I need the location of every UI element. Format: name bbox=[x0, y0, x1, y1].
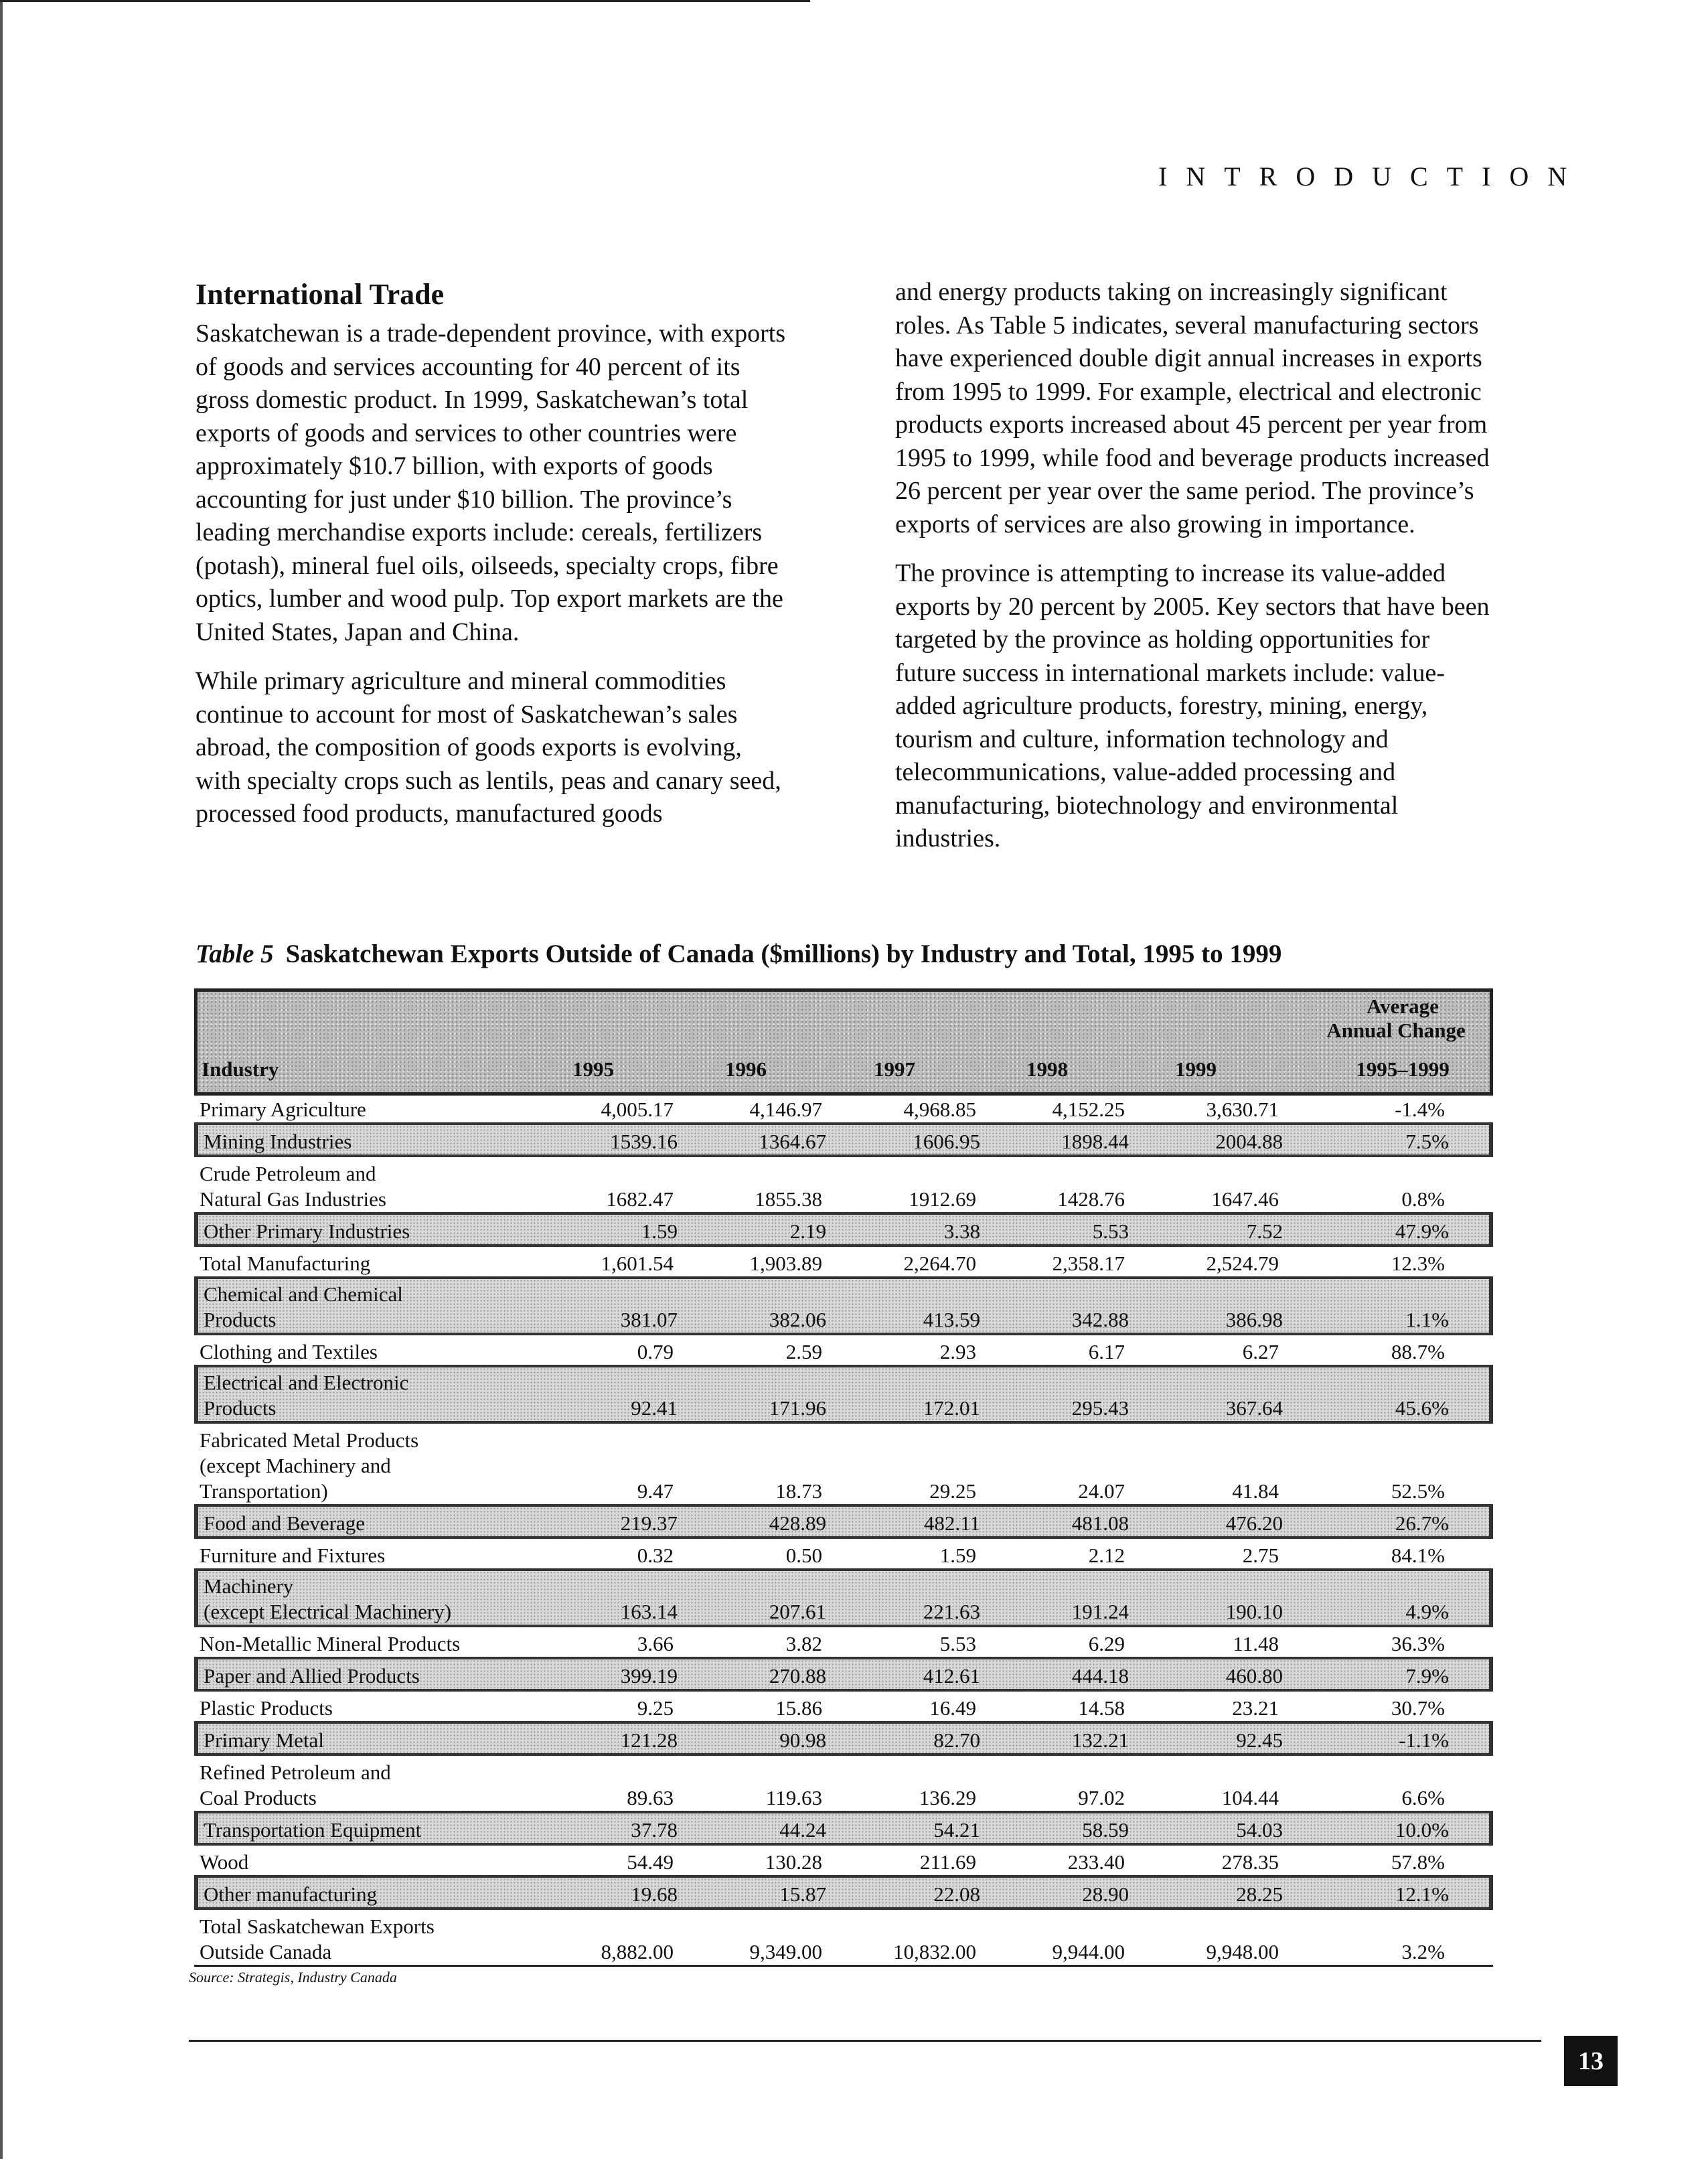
row-value: 9,349.00 bbox=[749, 1940, 822, 1963]
row-value: 270.88 bbox=[769, 1664, 826, 1688]
row-change: 12.1% bbox=[1395, 1882, 1449, 1906]
row-change: 4.9% bbox=[1405, 1600, 1449, 1623]
header-1998: 1998 bbox=[1026, 1057, 1068, 1081]
row-value: 1.59 bbox=[641, 1219, 678, 1243]
row-value: 7.52 bbox=[1246, 1219, 1283, 1243]
row-industry: Non-Metallic Mineral Products bbox=[200, 1632, 461, 1655]
row-value: 54.21 bbox=[933, 1818, 980, 1842]
row-value: 2.19 bbox=[789, 1219, 826, 1243]
row-value: 278.35 bbox=[1221, 1850, 1279, 1874]
page-number: 13 bbox=[1564, 2036, 1618, 2086]
row-value: 3,630.71 bbox=[1206, 1098, 1279, 1121]
header-average: Average bbox=[1367, 994, 1439, 1018]
row-value: 367.64 bbox=[1225, 1396, 1283, 1420]
row-change: 7.5% bbox=[1405, 1130, 1449, 1153]
row-industry: Paper and Allied Products bbox=[204, 1664, 420, 1688]
row-value: 1855.38 bbox=[755, 1187, 822, 1211]
row-value: 22.08 bbox=[933, 1882, 980, 1906]
paragraph: Saskatchewan is a trade-dependent province, with exports of goods and services accounting for 40 percent of its gross domestic product. In 1999, Saskatchewan’s total exports of goods and services to other countries were approximately $10.7 billion, with exports of goods accounting for just under $10 billion. The province’s leading merchandise exports include: cereals, fertilizers (potash), mineral fuel oils, oilseeds, specialty crops, fibre optics, lumber and wood pulp. Top export markets are the United States, Japan and China. bbox=[196, 319, 786, 646]
row-industry: Transportation Equipment bbox=[204, 1818, 422, 1842]
row-value: 221.63 bbox=[923, 1600, 980, 1623]
row-value: 9,948.00 bbox=[1206, 1940, 1279, 1963]
paragraph: While primary agriculture and mineral commodities continue to account for most of Saskatchewan’s sales abroad, the composition of goods exports is evolving, with specialty crops such as lentils, peas and canary seed, processed food products, manufactured goods bbox=[196, 667, 781, 828]
table-row bbox=[194, 1539, 1493, 1568]
row-value: 8,882.00 bbox=[601, 1940, 674, 1963]
table-row bbox=[194, 1846, 1493, 1875]
row-change: 84.1% bbox=[1391, 1544, 1445, 1567]
table-header bbox=[194, 988, 1493, 1096]
row-value: 1428.76 bbox=[1057, 1187, 1125, 1211]
row-value: 44.24 bbox=[779, 1818, 826, 1842]
row-value: 381.07 bbox=[620, 1308, 678, 1331]
table-body bbox=[194, 1096, 1493, 1967]
row-value: 1606.95 bbox=[913, 1130, 980, 1153]
table-row bbox=[194, 1756, 1493, 1811]
row-value: 1539.16 bbox=[610, 1130, 678, 1153]
row-value: 2.59 bbox=[785, 1340, 822, 1363]
section-header: INTRODUCTION bbox=[1158, 161, 1586, 192]
row-value: 82.70 bbox=[933, 1728, 980, 1752]
row-value: 89.63 bbox=[627, 1786, 674, 1809]
row-value: 11.48 bbox=[1233, 1632, 1279, 1655]
row-value: 481.08 bbox=[1071, 1511, 1129, 1535]
row-change: 3.2% bbox=[1401, 1940, 1445, 1963]
row-value: 5.53 bbox=[1092, 1219, 1129, 1243]
row-value: 1898.44 bbox=[1061, 1130, 1129, 1153]
row-value: 9,944.00 bbox=[1052, 1940, 1125, 1963]
table-row bbox=[194, 1276, 1493, 1335]
row-value: 1364.67 bbox=[759, 1130, 826, 1153]
source-note: Source: Strategis, Industry Canada bbox=[189, 1969, 397, 1986]
row-value: 29.25 bbox=[929, 1479, 976, 1503]
row-industry: Other Primary Industries bbox=[204, 1219, 410, 1243]
row-value: 3.38 bbox=[943, 1219, 980, 1243]
row-value: 4,005.17 bbox=[601, 1098, 674, 1121]
row-value: 428.89 bbox=[769, 1511, 826, 1535]
row-value: 4,152.25 bbox=[1052, 1098, 1125, 1121]
row-industry: Primary Agriculture bbox=[200, 1098, 366, 1121]
row-value: 28.90 bbox=[1082, 1882, 1129, 1906]
row-value: 54.03 bbox=[1236, 1818, 1283, 1842]
row-change: 26.7% bbox=[1395, 1511, 1449, 1535]
row-change: 12.3% bbox=[1391, 1252, 1445, 1275]
row-value: 2.93 bbox=[939, 1340, 976, 1363]
row-value: 1.59 bbox=[939, 1544, 976, 1567]
row-value: 136.29 bbox=[919, 1786, 976, 1809]
row-value: 15.87 bbox=[779, 1882, 826, 1906]
row-value: 16.49 bbox=[929, 1696, 976, 1720]
row-value: 37.78 bbox=[631, 1818, 678, 1842]
row-value: 476.20 bbox=[1225, 1511, 1283, 1535]
row-value: 1647.46 bbox=[1211, 1187, 1279, 1211]
table-row bbox=[194, 1365, 1493, 1424]
row-industry: Plastic Products bbox=[200, 1696, 333, 1720]
table-row bbox=[194, 1096, 1493, 1122]
left-column bbox=[196, 276, 791, 847]
row-value: 1,903.89 bbox=[749, 1252, 822, 1275]
row-industry: Fabricated Metal Products (except Machinery and Transportation) bbox=[200, 1428, 419, 1503]
table-row bbox=[194, 1692, 1493, 1721]
top-rule bbox=[0, 0, 810, 2]
row-value: 211.69 bbox=[919, 1850, 976, 1874]
table-row bbox=[194, 1627, 1493, 1657]
scan-edge bbox=[0, 0, 3, 2159]
row-value: 4,146.97 bbox=[749, 1098, 822, 1121]
row-value: 28.25 bbox=[1236, 1882, 1283, 1906]
row-value: 233.40 bbox=[1067, 1850, 1125, 1874]
row-value: 5.53 bbox=[939, 1632, 976, 1655]
row-value: 6.17 bbox=[1088, 1340, 1125, 1363]
row-value: 15.86 bbox=[775, 1696, 822, 1720]
row-value: 9.25 bbox=[637, 1696, 674, 1720]
row-change: 47.9% bbox=[1395, 1219, 1449, 1243]
row-value: 412.61 bbox=[923, 1664, 980, 1688]
row-value: 97.02 bbox=[1078, 1786, 1125, 1809]
table-caption bbox=[196, 939, 1282, 969]
row-value: 4,968.85 bbox=[903, 1098, 976, 1121]
row-value: 6.27 bbox=[1242, 1340, 1279, 1363]
row-value: 191.24 bbox=[1071, 1600, 1129, 1623]
row-value: 460.80 bbox=[1225, 1664, 1283, 1688]
row-industry: Wood bbox=[200, 1850, 249, 1874]
row-industry: Clothing and Textiles bbox=[200, 1340, 378, 1363]
row-change: 88.7% bbox=[1391, 1340, 1445, 1363]
row-change: 52.5% bbox=[1391, 1479, 1445, 1503]
header-annual-change: Annual Change bbox=[1326, 1019, 1466, 1042]
row-value: 1912.69 bbox=[909, 1187, 976, 1211]
row-value: 104.44 bbox=[1221, 1786, 1279, 1809]
table-row bbox=[194, 1721, 1493, 1756]
row-value: 0.32 bbox=[637, 1544, 674, 1567]
row-value: 3.66 bbox=[637, 1632, 674, 1655]
row-change: 10.0% bbox=[1395, 1818, 1449, 1842]
row-value: 1,601.54 bbox=[601, 1252, 674, 1275]
row-value: 295.43 bbox=[1071, 1396, 1129, 1420]
row-change: 30.7% bbox=[1391, 1696, 1445, 1720]
header-range: 1995–1999 bbox=[1356, 1057, 1450, 1081]
row-industry: Primary Metal bbox=[204, 1728, 324, 1752]
row-value: 130.28 bbox=[765, 1850, 822, 1874]
row-value: 92.41 bbox=[631, 1396, 678, 1420]
row-industry: Total Manufacturing bbox=[200, 1252, 371, 1275]
row-change: 57.8% bbox=[1391, 1850, 1445, 1874]
row-change: 7.9% bbox=[1405, 1664, 1449, 1688]
row-value: 6.29 bbox=[1088, 1632, 1125, 1655]
table-row bbox=[194, 1875, 1493, 1910]
header-1995: 1995 bbox=[572, 1057, 614, 1081]
table-row bbox=[194, 1122, 1493, 1157]
row-value: 3.82 bbox=[785, 1632, 822, 1655]
table-row bbox=[194, 1657, 1493, 1692]
row-value: 9.47 bbox=[637, 1479, 674, 1503]
row-value: 171.96 bbox=[769, 1396, 826, 1420]
row-value: 2,524.79 bbox=[1206, 1252, 1279, 1275]
row-industry: Mining Industries bbox=[204, 1130, 352, 1153]
row-value: 19.68 bbox=[631, 1882, 678, 1906]
row-industry: Electrical and Electronic Products bbox=[204, 1371, 409, 1420]
table-row bbox=[194, 1335, 1493, 1365]
row-industry: Food and Beverage bbox=[204, 1511, 366, 1535]
row-change: 0.8% bbox=[1401, 1187, 1445, 1211]
header-industry: Industry bbox=[202, 1057, 279, 1081]
table-row bbox=[194, 1568, 1493, 1627]
table-row bbox=[194, 1811, 1493, 1846]
row-value: 413.59 bbox=[923, 1308, 980, 1331]
row-industry: Other manufacturing bbox=[204, 1882, 378, 1906]
row-value: 23.21 bbox=[1232, 1696, 1279, 1720]
article-title: International Trade bbox=[196, 278, 445, 311]
paragraph: and energy products taking on increasingly significant roles. As Table 5 indicates, several manufacturing sectors have experienced double digit annual increases in exports from 1995 to 1999. For example, electrical and electronic products exports increased about 45 percent per year from 1995 to 1999, while food and beverage products increased 26 percent per year over the same period. The province’s exports of services are also growing in importance. bbox=[895, 278, 1490, 538]
row-value: 132.21 bbox=[1071, 1728, 1129, 1752]
row-change: 1.1% bbox=[1405, 1308, 1449, 1331]
header-1997: 1997 bbox=[874, 1057, 915, 1081]
row-value: 2.75 bbox=[1242, 1544, 1279, 1567]
row-value: 18.73 bbox=[775, 1479, 822, 1503]
table-title: Saskatchewan Exports Outside of Canada ($millions) by Industry and Total, 1995 to 1999 bbox=[285, 940, 1282, 968]
row-value: 219.37 bbox=[620, 1511, 678, 1535]
row-value: 14.58 bbox=[1078, 1696, 1125, 1720]
table-row bbox=[194, 1212, 1493, 1247]
row-value: 342.88 bbox=[1071, 1308, 1129, 1331]
header-1996: 1996 bbox=[725, 1057, 767, 1081]
row-value: 482.11 bbox=[923, 1511, 980, 1535]
table-row bbox=[194, 1247, 1493, 1276]
bottom-rule bbox=[189, 2040, 1541, 2042]
table-number: Table 5 bbox=[196, 940, 274, 968]
row-industry: Crude Petroleum and Natural Gas Industries bbox=[200, 1162, 386, 1211]
row-value: 207.61 bbox=[769, 1600, 826, 1623]
row-value: 2.12 bbox=[1088, 1544, 1125, 1567]
table-row bbox=[194, 1424, 1493, 1504]
row-industry: Refined Petroleum and Coal Products bbox=[200, 1761, 391, 1809]
header-1999: 1999 bbox=[1175, 1057, 1217, 1081]
row-value: 0.79 bbox=[637, 1340, 674, 1363]
row-industry: Chemical and Chemical Products bbox=[204, 1282, 403, 1331]
exports-table bbox=[194, 988, 1493, 1967]
table-row bbox=[194, 1504, 1493, 1539]
row-value: 386.98 bbox=[1225, 1308, 1283, 1331]
row-value: 10,832.00 bbox=[893, 1940, 976, 1963]
row-value: 54.49 bbox=[627, 1850, 674, 1874]
row-change: 45.6% bbox=[1395, 1396, 1449, 1420]
row-value: 121.28 bbox=[620, 1728, 678, 1752]
table-row bbox=[194, 1157, 1493, 1212]
row-change: -1.1% bbox=[1399, 1728, 1449, 1752]
row-value: 41.84 bbox=[1232, 1479, 1279, 1503]
row-value: 444.18 bbox=[1071, 1664, 1129, 1688]
row-value: 119.63 bbox=[765, 1786, 822, 1809]
row-value: 2,264.70 bbox=[903, 1252, 976, 1275]
row-value: 24.07 bbox=[1078, 1479, 1125, 1503]
row-change: 6.6% bbox=[1401, 1786, 1445, 1809]
row-change: 36.3% bbox=[1391, 1632, 1445, 1655]
row-value: 92.45 bbox=[1236, 1728, 1283, 1752]
row-industry: Total Saskatchewan Exports Outside Canada bbox=[200, 1915, 435, 1963]
row-value: 190.10 bbox=[1225, 1600, 1283, 1623]
row-value: 163.14 bbox=[620, 1600, 678, 1623]
row-value: 58.59 bbox=[1082, 1818, 1129, 1842]
paragraph: The province is attempting to increase its value-added exports by 20 percent by 2005. Key sectors that have been targeted by the province as holding opportunities for future success in international markets include: value-added agriculture products, forestry, mining, energy, tourism and culture, information technology and telecommunications, value-added processing and manufacturing, biotechnology and environmental industries. bbox=[895, 559, 1490, 852]
row-value: 2004.88 bbox=[1215, 1130, 1283, 1153]
row-value: 0.50 bbox=[785, 1544, 822, 1567]
row-value: 2,358.17 bbox=[1052, 1252, 1125, 1275]
row-change: -1.4% bbox=[1395, 1098, 1445, 1121]
table-row bbox=[194, 1910, 1493, 1967]
row-value: 90.98 bbox=[779, 1728, 826, 1752]
right-column bbox=[895, 276, 1491, 872]
row-industry: Furniture and Fixtures bbox=[200, 1544, 386, 1567]
row-industry: Machinery (except Electrical Machinery) bbox=[204, 1574, 452, 1623]
row-value: 1682.47 bbox=[606, 1187, 674, 1211]
row-value: 399.19 bbox=[620, 1664, 678, 1688]
row-value: 172.01 bbox=[923, 1396, 980, 1420]
row-value: 382.06 bbox=[769, 1308, 826, 1331]
